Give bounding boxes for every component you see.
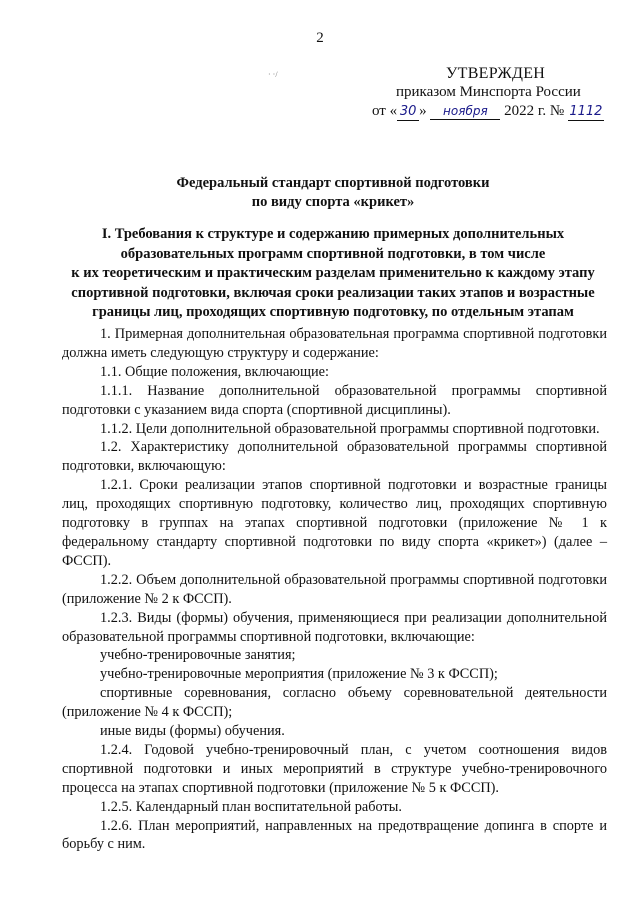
date-close: » — [419, 103, 427, 119]
scan-mark: · ·/ — [268, 70, 278, 79]
body-text — [62, 325, 607, 854]
section-heading-line: образовательных программ спортивной подготовки, в том числе — [120, 245, 546, 262]
paragraph: 1.2. Характеристику дополнительной образовательной программы спортивной подготовки, включающую: — [62, 439, 607, 475]
handwritten-order-number: 1112 — [569, 104, 603, 119]
handwritten-month: ноября — [430, 103, 500, 120]
paragraph: 1.2.3. Виды (формы) обучения, применяющиеся при реализации дополнительной образовательной программы спортивной подготовки, включающие: — [62, 609, 607, 645]
paragraph: 1.1.2. Цели дополнительной образовательной программы спортивной подготовки. — [100, 420, 600, 437]
date-prefix: от « — [372, 103, 398, 119]
title-line: Федеральный стандарт спортивной подготовки — [176, 175, 490, 191]
paragraph: 1.2.6. План мероприятий, направленных на предотвращение допинга в спорте и борьбу с ним. — [62, 817, 607, 853]
paragraph: 1.2.5. Календарный план воспитательной работы. — [100, 798, 402, 815]
approval-date-line — [372, 102, 612, 121]
page-number: 2 — [316, 30, 324, 46]
paragraph: 1. Примерная дополнительная образовательная программа спортивной подготовки должна иметь следующую структуру и содержание: — [62, 326, 607, 361]
paragraph: спортивные соревнования, согласно объему соревновательной деятельности (приложение № 4 к ФССП); — [62, 685, 607, 721]
approval-block — [372, 64, 612, 121]
approval-heading: УТВЕРЖДЕН — [446, 65, 546, 82]
paragraph: иные виды (формы) обучения. — [100, 723, 285, 740]
section-heading-line: к их теоретическим и практическим разделам применительно к каждому этапу — [71, 265, 595, 281]
paragraph: 1.1. Общие положения, включающие: — [100, 363, 329, 380]
paragraph: учебно-тренировочные занятия; — [100, 647, 296, 664]
document-title — [60, 174, 606, 212]
section-heading-line: спортивной подготовки, включая сроки реализации таких этапов и возрастные — [71, 284, 595, 301]
paragraph: 1.1.1. Название дополнительной образовательной программы спортивной подготовки с указанием вида спорта (спортивной дисциплины). — [62, 382, 607, 418]
paragraph: 1.2.2. Объем дополнительной образовательной программы спортивной подготовки (приложение № 2 к ФССП). — [62, 571, 607, 607]
section-heading-line: I. Требования к структуре и содержанию примерных дополнительных — [101, 226, 565, 242]
paragraph: 1.2.1. Сроки реализации этапов спортивной подготовки и возрастные границы лиц, проходящих спортивную подготовку, количество лиц, проходящих спортивную подготовку в группах на этапах спортивной подготовки (приложение № 1 к федеральному стандарту спортивной подготовки по виду спорта «крикет») (далее – ФССП). — [62, 477, 607, 569]
title-line: по виду спорта «крикет» — [251, 194, 415, 210]
approval-order: приказом Минспорта России — [396, 84, 581, 100]
paragraph: учебно-тренировочные мероприятия (приложение № 3 к ФССП); — [100, 666, 498, 683]
section-heading — [58, 225, 608, 323]
paragraph: 1.2.4. Годовой учебно-тренировочный план, с учетом соотношения видов спортивной подготовки и иных мероприятий в структуре учебно-тренировочного процесса на этапах спортивной подготовки (приложение № 5 к ФССП). — [62, 741, 607, 796]
section-heading-line: границы лиц, проходящих спортивную подготовку, по отдельным этапам — [92, 304, 574, 320]
handwritten-day: 30 — [397, 104, 419, 121]
date-year: 2022 г. № — [504, 103, 565, 119]
